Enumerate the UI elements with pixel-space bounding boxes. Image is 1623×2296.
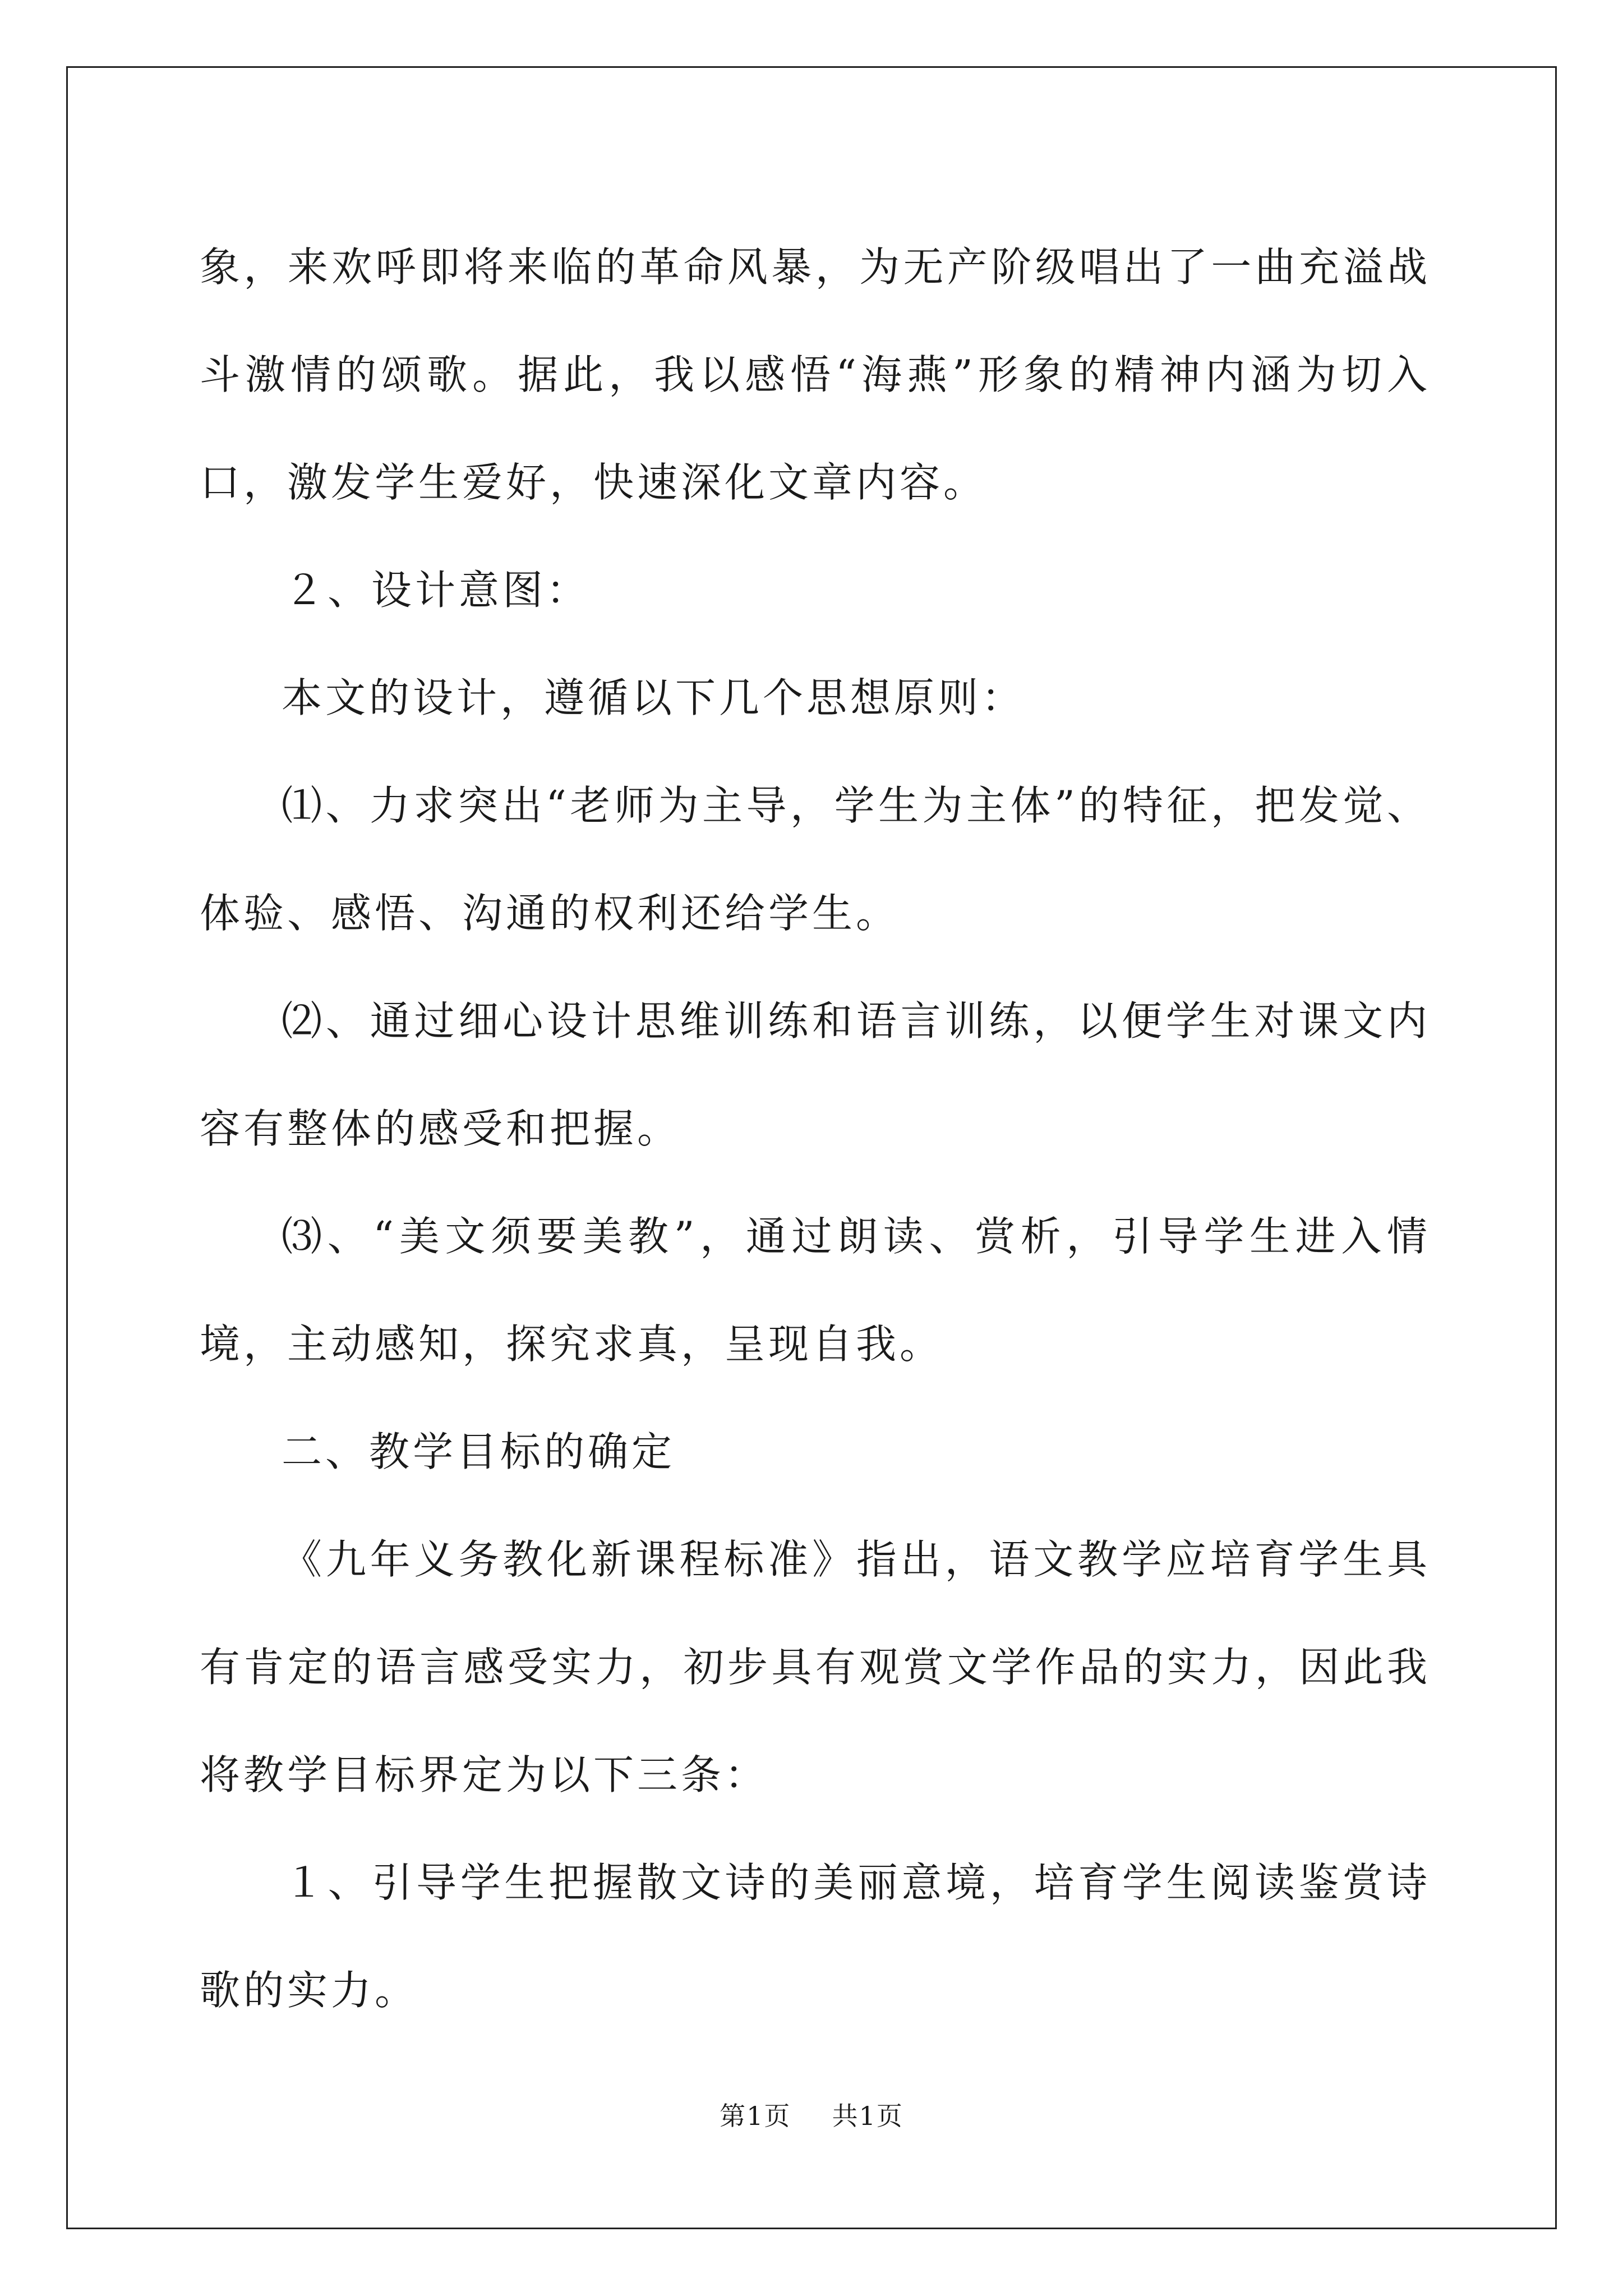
list-item-principle-1: ⑴、力求突出“老师为主导，学生为主体”的特征，把发觉、体验、感悟、沟通的权利还给学生。 (200, 782, 1431, 937)
page-total: 共1页 (832, 2101, 903, 2131)
section-heading-teaching-goals: 二、教学目标的确定 (282, 1428, 676, 1475)
list-item-principle-2: ⑵、通过细心设计思维训练和语言训练，以便学生对课文内容有整体的感受和把握。 (200, 997, 1431, 1152)
document-body (200, 213, 1431, 2044)
paragraph-principles-intro: 本文的设计，遵循以下几个思想原则： (282, 674, 1026, 721)
list-item-goal-1: １、引导学生把握散文诗的美丽意境，培育学生阅读鉴赏诗歌的实力。 (200, 1859, 1431, 2014)
page-number: 第1页 (720, 2101, 791, 2131)
page-footer (0, 2096, 1623, 2133)
paragraph-curriculum-standard: 《九年义务教化新课程标准》指出，语文教学应培育学生具有肯定的语言感受实力，初步具有观赏文学作品的实力，因此我将教学目标界定为以下三条： (200, 1536, 1431, 1798)
section-heading-design-intent: ２、设计意图： (284, 567, 591, 614)
paragraph-continued: 象，来欢呼即将来临的革命风暴，为无产阶级唱出了一曲充溢战斗激情的颂歌。据此，我以感悟“海燕”形象的精神内涵为切入口，激发学生爱好，快速深化文章内容。 (200, 243, 1431, 506)
list-item-principle-3: ⑶、“美文须要美教”，通过朗读、赏析，引导学生进入情境，主动感知，探究求真，呈现自我。 (200, 1213, 1431, 1368)
